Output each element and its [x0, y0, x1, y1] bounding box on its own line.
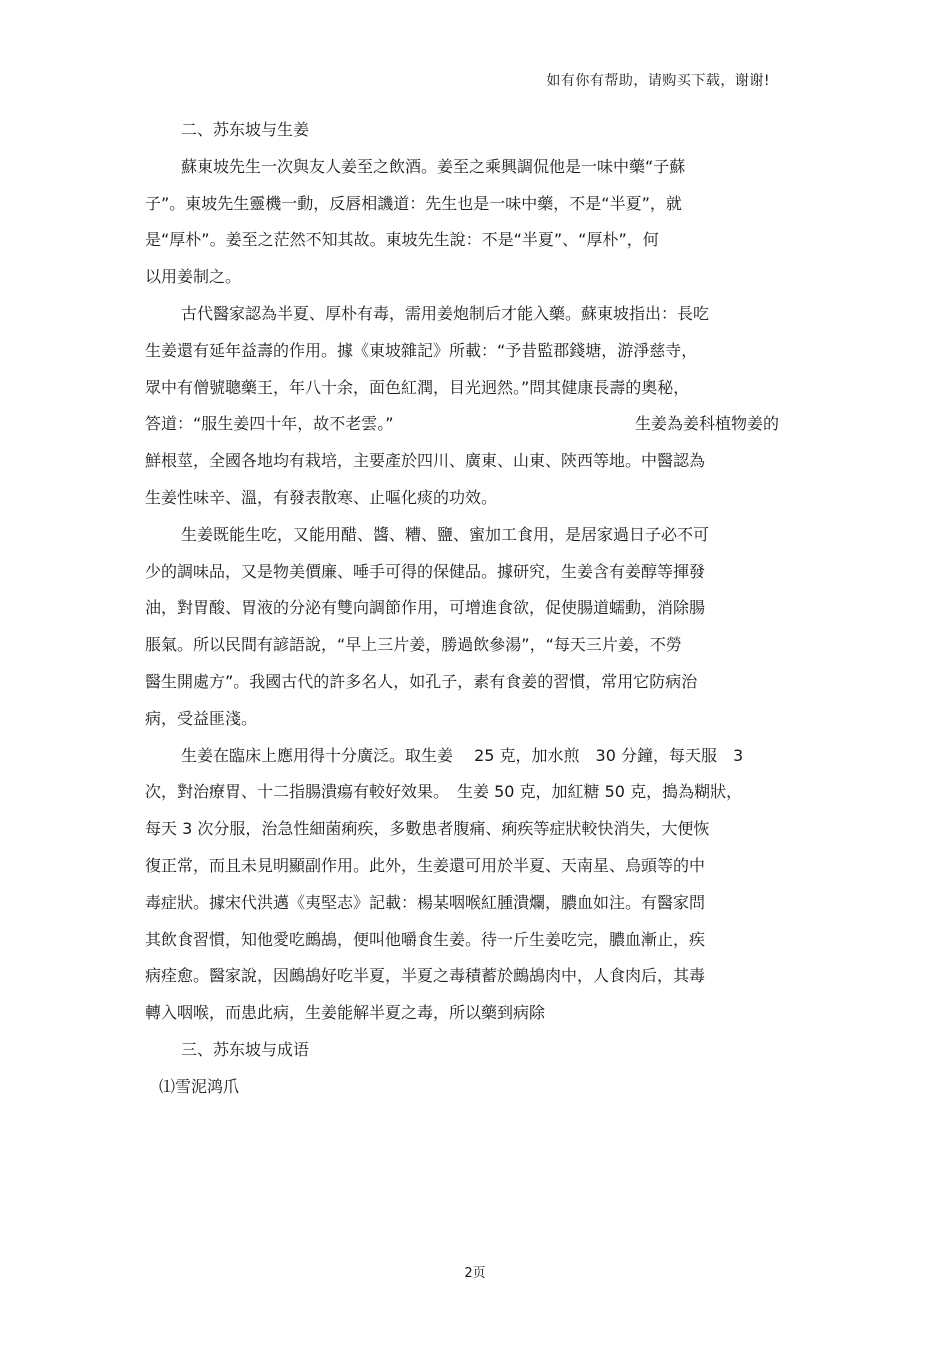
paragraph-line: 生姜還有延年益壽的作用。據《東坡雜記》所載：“予昔監郡錢塘，游淨慈寺， [145, 340, 698, 360]
paragraph-line: 以用姜制之。 [145, 267, 242, 287]
paragraph-line: 毒症狀。據宋代洪邁《夷堅志》記載：楊某咽喉紅腫潰爛，膿血如注。有醫家問 [145, 892, 706, 912]
paragraph-line: 生姜既能生吃，又能用醋、醬、糟、鹽、蜜加工食用，是居家過日子必不可 [181, 524, 710, 544]
document-body [145, 112, 800, 1106]
header-note: 如有你有帮助，请购买下载，谢谢! [546, 73, 770, 89]
paragraph-line: 眾中有僧號聰藥王，年八十余，面色紅潤，目光迥然。”問其健康長壽的奧秘， [145, 377, 690, 397]
section-heading: 三、苏东坡与成语 [181, 1039, 310, 1059]
paragraph-line: 其飲食習慣，知他愛吃鷓鴣，便叫他嚼食生姜。待一斤生姜吃完，膿血漸止，疾 [145, 929, 706, 949]
paragraph-line: 蘇東坡先生一次與友人姜至之飲酒。姜至之乘興調侃他是一味中藥“子蘇 [181, 156, 686, 176]
page-number: 2页 [464, 1266, 486, 1281]
paragraph-line: 是“厚朴”。姜至之茫然不知其故。東坡先生說：不是“半夏”、“厚朴”，何 [145, 230, 659, 250]
paragraph-line: 脹氣。所以民間有諺語說，“早上三片姜，勝過飲參湯”，“每天三片姜，不勞 [145, 635, 682, 655]
paragraph-line: 醫生開處方”。我國古代的許多名人，如孔子，素有食姜的習慣，常用它防病治 [145, 671, 698, 691]
paragraph-line: 每天 3 次分服，治急性細菌痢疾，多數患者腹痛、痢疾等症狀較快消失，大便恢 [145, 819, 710, 839]
section-heading: 二、苏东坡与生姜 [181, 120, 310, 139]
paragraph-line [145, 406, 800, 443]
quote-text: 答道：“服生姜四十年，故不老雲。” [145, 414, 394, 434]
paragraph-line: 古代醫家認為半夏、厚朴有毒，需用姜炮制后才能入藥。蘇東坡指出：長吃 [181, 303, 710, 323]
paragraph-line: 油，對胃酸、胃液的分泌有雙向調節作用，可增進食欲，促使腸道蠕動，消除腸 [145, 598, 706, 618]
paragraph-line: 復正常，而且未見明顯副作用。此外，生姜還可用於半夏、天南星、烏頭等的中 [145, 855, 706, 875]
paragraph-line: 病痊愈。醫家說，因鷓鴣好吃半夏，半夏之毒積蓄於鷓鴣肉中，人食肉后，其毒 [145, 966, 706, 986]
list-item: ⑴雪泥鸿爪 [159, 1076, 240, 1096]
paragraph-line: 鮮根莖，全國各地均有栽培，主要產於四川、廣東、山東、陝西等地。中醫認為 [145, 451, 706, 471]
paragraph-line: 次，對治療胃、十二指腸潰瘍有較好效果。 生姜 50 克，加紅糖 50 克，搗為糊狀， [145, 782, 743, 802]
paragraph-line: 子”。東坡先生靈機一動，反唇相譏道：先生也是一味中藥，不是“半夏”，就 [145, 193, 682, 213]
paragraph-line: 轉入咽喉，而患此病，生姜能解半夏之毒，所以藥到病除 [145, 1003, 546, 1023]
continuation-text: 生姜為姜科植物姜的 [635, 414, 780, 434]
paragraph-line: 少的調味品，又是物美價廉、唾手可得的保健品。據研究，生姜含有姜醇等揮發 [145, 561, 706, 581]
paragraph-line: 生姜在臨床上應用得十分廣泛。取生姜 25 克，加水煎 30 分鐘，每天服 3 [181, 745, 744, 765]
paragraph-line: 生姜性味辛、溫，有發表散寒、止嘔化痰的功效。 [145, 487, 498, 507]
paragraph-line: 病，受益匪淺。 [145, 708, 258, 728]
